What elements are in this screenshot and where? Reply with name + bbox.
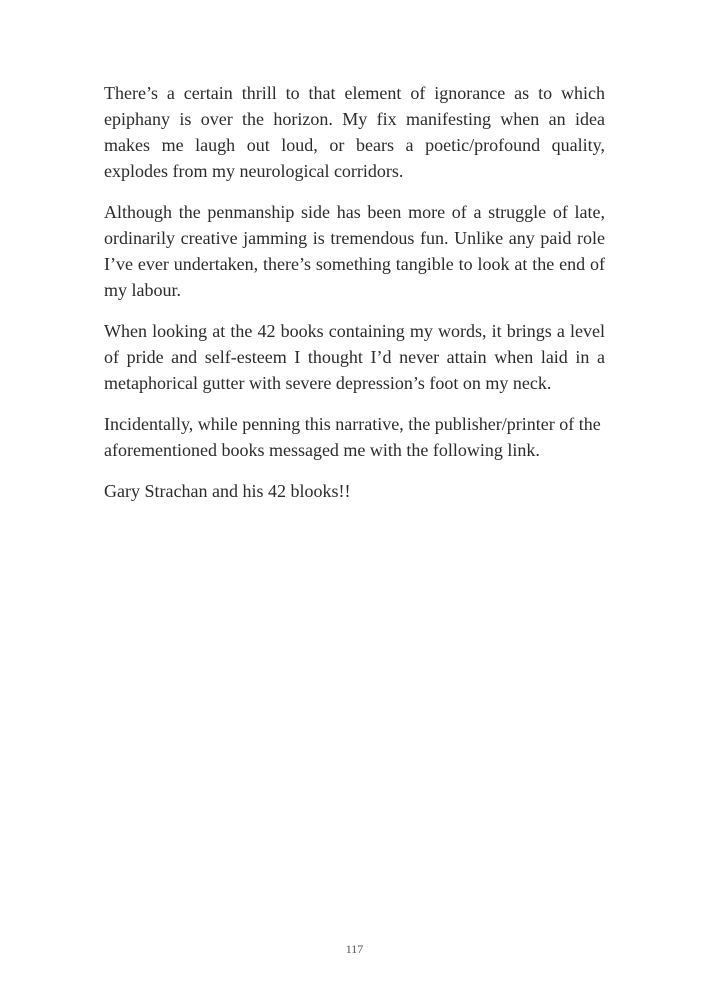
paragraph-1: There’s a certain thrill to that element of ignorance as to which epiphany is over the horizon. My fix manifesting when an idea makes me laugh out loud, or bears a poetic/profound quality, explodes from my neurological corridors. xyxy=(104,83,605,181)
paragraph-4: Incidentally, while penning this narrative, the publisher/printer of the aforementioned books messaged me with the following link. xyxy=(104,414,601,460)
paragraph-5: Gary Strachan and his 42 blooks!! xyxy=(104,481,351,501)
paragraph-2: Although the penmanship side has been more of a struggle of late, ordinarily creative jamming is tremendous fun. Unlike any paid role I’ve ever undertaken, there’s something tangible to look at the end of my labour. xyxy=(104,202,605,300)
page-number: 117 xyxy=(345,942,364,956)
paragraph-3: When looking at the 42 books containing my words, it brings a level of pride and self-esteem I thought I’d never attain when laid in a metaphorical gutter with severe depression’s foot on my neck. xyxy=(104,321,605,393)
body-text xyxy=(104,80,605,519)
